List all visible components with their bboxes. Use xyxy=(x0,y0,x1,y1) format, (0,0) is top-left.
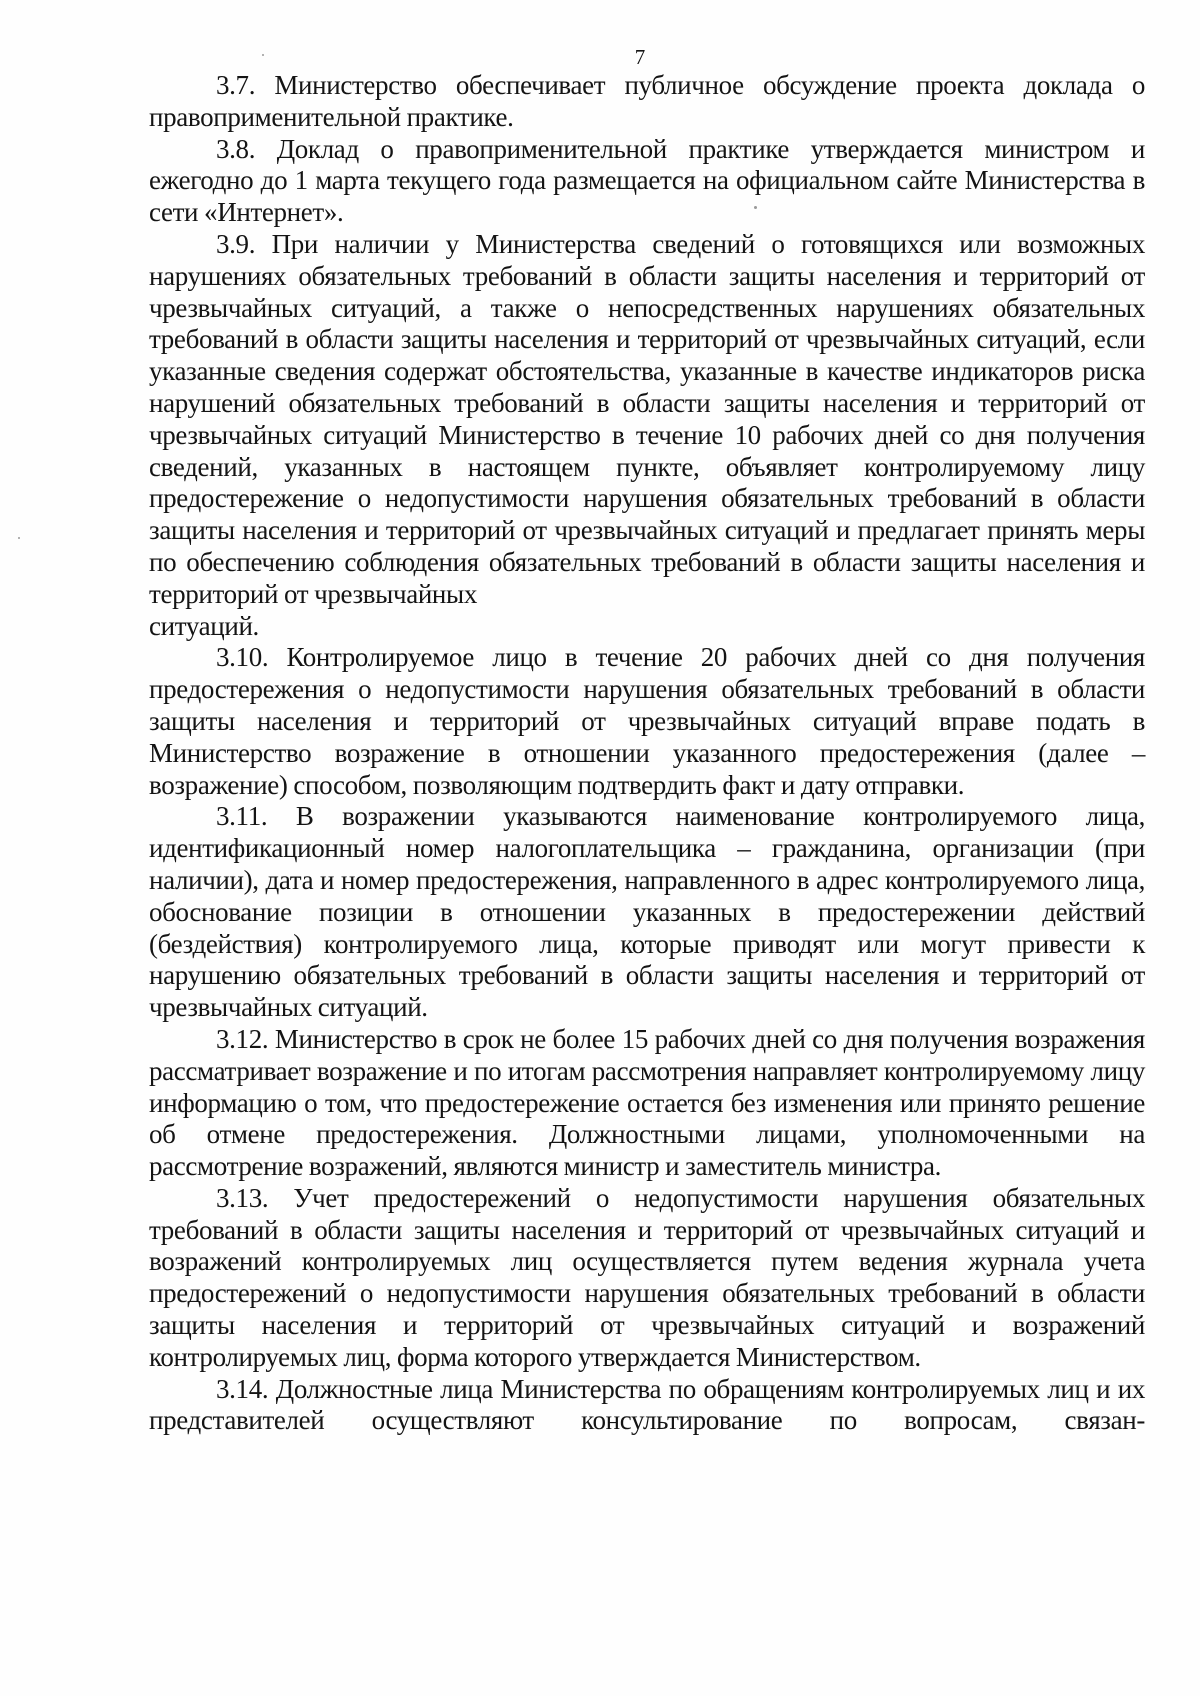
paragraph-3-7: 3.7. Министерство обеспечивает публичное обсуждение проекта доклада о правоприменительной практике. xyxy=(149,70,1145,132)
scan-speck xyxy=(754,206,757,209)
paragraph-3-8: 3.8. Доклад о правоприменительной практике утверждается министром и ежегодно до 1 марта текущего года размещается на официальном сайте Министерства в сети «Интернет». xyxy=(149,133,1145,228)
scan-speck xyxy=(18,537,20,539)
paragraph-3-9: 3.9. При наличии у Министерства сведений о готовящихся или возможных нарушениях обязательных требований в области защиты населения и территорий от чрезвычайных ситуаций, а также о непосредственных нарушениях обязательных требований в области защиты населения и территорий от чрезвычайных ситуаций, если указанные сведения содержат обстоятельства, указанные в качестве индикаторов риска нарушений обязательных требований в области защиты населения и территорий от чрезвычайных ситуаций Министерство в течение 10 рабочих дней со дня получения сведений, указанных в настоящем пункте, объявляет контролируемому лицу предостережение о недопустимости нарушения обязательных требований в области защиты населения и территорий от чрезвычайных ситуаций и предлагает принять меры по обеспечению соблюдения обязательных требований в области защиты населения и территорий от чрезвычайных xyxy=(149,228,1145,609)
paragraph-3-14: 3.14. Должностные лица Министерства по обращениям контролируемых лиц и их представителей осуществляют консультирование по вопросам, связан- xyxy=(149,1373,1145,1436)
scan-speck xyxy=(262,54,264,56)
paragraph-3-13: 3.13. Учет предостережений о недопустимости нарушения обязательных требований в области защиты населения и территорий от чрезвычайных ситуаций и возражений контролируемых лиц осуществляется путем ведения журнала учета предостережений о недопустимости нарушения обязательных требований в области защиты населения и территорий от чрезвычайных ситуаций и возражений контролируемых лиц, форма которого утверждается Министерством. xyxy=(149,1182,1145,1372)
page-number: 7 xyxy=(634,45,646,69)
paragraph-3-10: 3.10. Контролируемое лицо в течение 20 рабочих дней со дня получения предостережения о недопустимости нарушения обязательных требований в области защиты населения и территорий от чрезвычайных ситуаций вправе подать в Министерство возражение в отношении указанного предостережения (далее – возражение) способом, позволяющим подтвердить факт и дату отправки. xyxy=(149,642,1145,800)
paragraph-3-12: 3.12. Министерство в срок не более 15 рабочих дней со дня получения возражения рассматривает возражение и по итогам рассмотрения направляет контролируемому лицу информацию о том, что предостережение остается без изменения или принято решение об отмене предостережения. Должностными лицами, уполномоченными на рассмотрение возражений, являются министр и заместитель министра. xyxy=(149,1023,1145,1182)
paragraph-3-11: 3.11. В возражении указываются наименование контролируемого лица, идентификационный номер налогоплательщика – гражданина, организации (при наличии), дата и номер предостережения, направленного в адрес контролируемого лица, обоснование позиции в отношении указанных в предостережении действий (бездействия) контролируемого лица, которые приводят или могут привести к нарушению обязательных требований в области защиты населения и территорий от чрезвычайных ситуаций. xyxy=(149,801,1145,1023)
document-body xyxy=(149,70,1145,1437)
paragraph-3-9-tail: ситуаций. xyxy=(149,610,259,641)
